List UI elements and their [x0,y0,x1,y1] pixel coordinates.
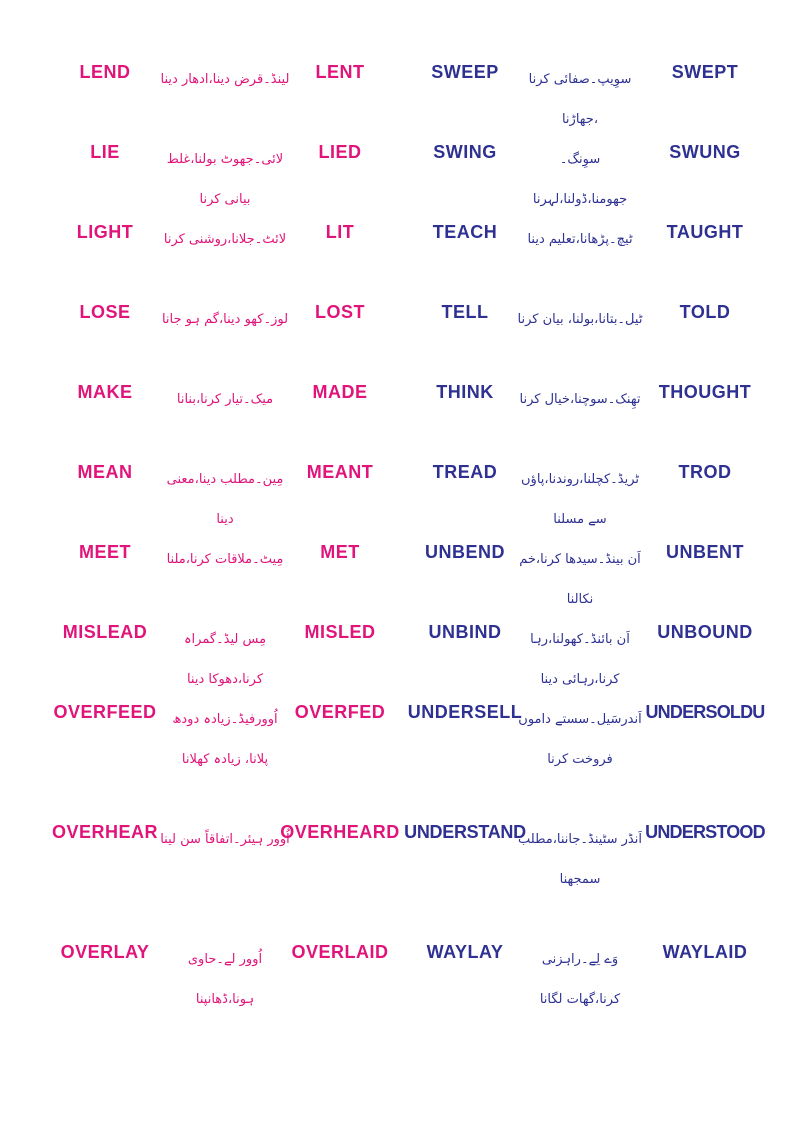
past-verb-right: UNDERSTOOD [645,822,765,842]
past-verb-right: WAYLAID [662,942,748,962]
urdu-meaning-left: مِین۔مطلب دینا،معنی دینا [166,472,284,527]
urdu-meaning-left: اُوور ہیئر۔اتفاقاً سن لینا [160,832,290,847]
base-verb-left: OVERLAY [60,942,150,962]
past-verb-left: LOST [315,302,365,322]
base-verb-right: WAYLAY [426,942,504,962]
base-verb-left: OVERHEAR [51,822,158,842]
urdu-meaning-right: تھِنک۔سوچنا،خیال کرنا [519,392,641,407]
past-verb-left: LENT [315,62,365,82]
urdu-meaning-left: اُوورفیڈ۔زیادہ دودھ پلانا، زیادہ کھلانا [172,712,278,767]
past-verb-left: LIED [318,142,362,162]
past-verb-left: OVERLAID [291,942,389,962]
past-verb-left: MISLED [304,622,376,642]
past-verb-right: TAUGHT [666,222,744,242]
base-verb-left: MISLEAD [62,622,148,642]
base-verb-right: TREAD [432,462,498,482]
past-verb-right: UNDERSOLDU [645,702,765,722]
past-verb-left: MADE [312,382,368,402]
urdu-meaning-right: سوِنگ۔جھومنا،ڈولنا،لہرنا [532,152,628,207]
urdu-meaning-right: اَن بینڈ۔سیدھا کرنا،خم نکالنا [519,552,641,607]
past-verb-left: LIT [325,222,355,242]
urdu-meaning-left: لوز۔کھو دینا،گم ہو جانا [161,312,289,327]
base-verb-left: LOSE [79,302,131,322]
past-verb-right: SWEPT [671,62,739,82]
base-verb-right: TELL [441,302,489,322]
urdu-meaning-right: ٹریڈ۔کچلنا،روندنا،پاؤں سے مسلنا [521,472,639,527]
past-verb-left: MEANT [306,462,374,482]
past-verb-left: MET [320,542,360,562]
past-verb-left: OVERFED [294,702,386,722]
past-verb-left: OVERHEARD [280,822,400,842]
past-verb-right: TROD [678,462,732,482]
urdu-meaning-right: ٹیچ۔پڑھانا،تعلیم دینا [527,232,633,247]
urdu-meaning-right: سوِیپ۔صفائی کرنا ،جھاڑنا [528,72,632,127]
base-verb-left: LIGHT [76,222,134,242]
past-verb-right: THOUGHT [658,382,752,402]
base-verb-right: TEACH [432,222,498,242]
urdu-meaning-left: لائٹ۔جلانا،روشنی کرنا [163,232,287,247]
urdu-meaning-right: اَندرسَیل۔سستے داموں فروخت کرنا [518,712,642,767]
urdu-meaning-right: ٹیل۔بتانا،بولنا، بیان کرنا [517,312,643,327]
base-verb-right: SWING [433,142,497,162]
past-verb-right: SWUNG [669,142,741,162]
urdu-meaning-right: اَن بائنڈ۔کھولنا،رہا کرنا،رہائی دینا [530,632,630,687]
base-verb-left: OVERFEED [53,702,157,722]
urdu-meaning-left: اُوور لے۔حاوی ہونا،ڈھانپنا [187,952,263,1007]
base-verb-right: UNBIND [428,622,502,642]
urdu-meaning-left: مِیٹ۔ملاقات کرنا،ملنا [166,552,284,567]
base-verb-right: UNDERSELL [407,702,523,722]
base-verb-left: MEAN [77,462,133,482]
base-verb-right: UNDERSTAND [404,822,526,842]
urdu-meaning-left: میک۔تیار کرنا،بنانا [176,392,274,407]
base-verb-right: SWEEP [431,62,499,82]
urdu-meaning-left: لائی۔جھوٹ بولنا،غلط بیانی کرنا [166,152,284,207]
base-verb-right: THINK [436,382,494,402]
past-verb-right: TOLD [679,302,731,322]
base-verb-left: LEND [79,62,131,82]
base-verb-left: MAKE [77,382,133,402]
urdu-meaning-right: اَنڈر سٹینڈ۔جاننا،مطلب سمجھنا [518,832,642,887]
past-verb-right: UNBOUND [657,622,753,642]
base-verb-left: LIE [90,142,120,162]
base-verb-right: UNBEND [424,542,505,562]
urdu-meaning-right: وَے لِے۔راہزنی کرنا،گھات لگانا [539,952,621,1007]
base-verb-left: MEET [78,542,131,562]
urdu-meaning-left: مِس لیڈ۔گمراہ کرنا،دھوکا دینا [183,632,267,687]
past-verb-right: UNBENT [666,542,744,562]
urdu-meaning-left: لینڈ۔قرض دینا،ادھار دینا [160,72,290,87]
